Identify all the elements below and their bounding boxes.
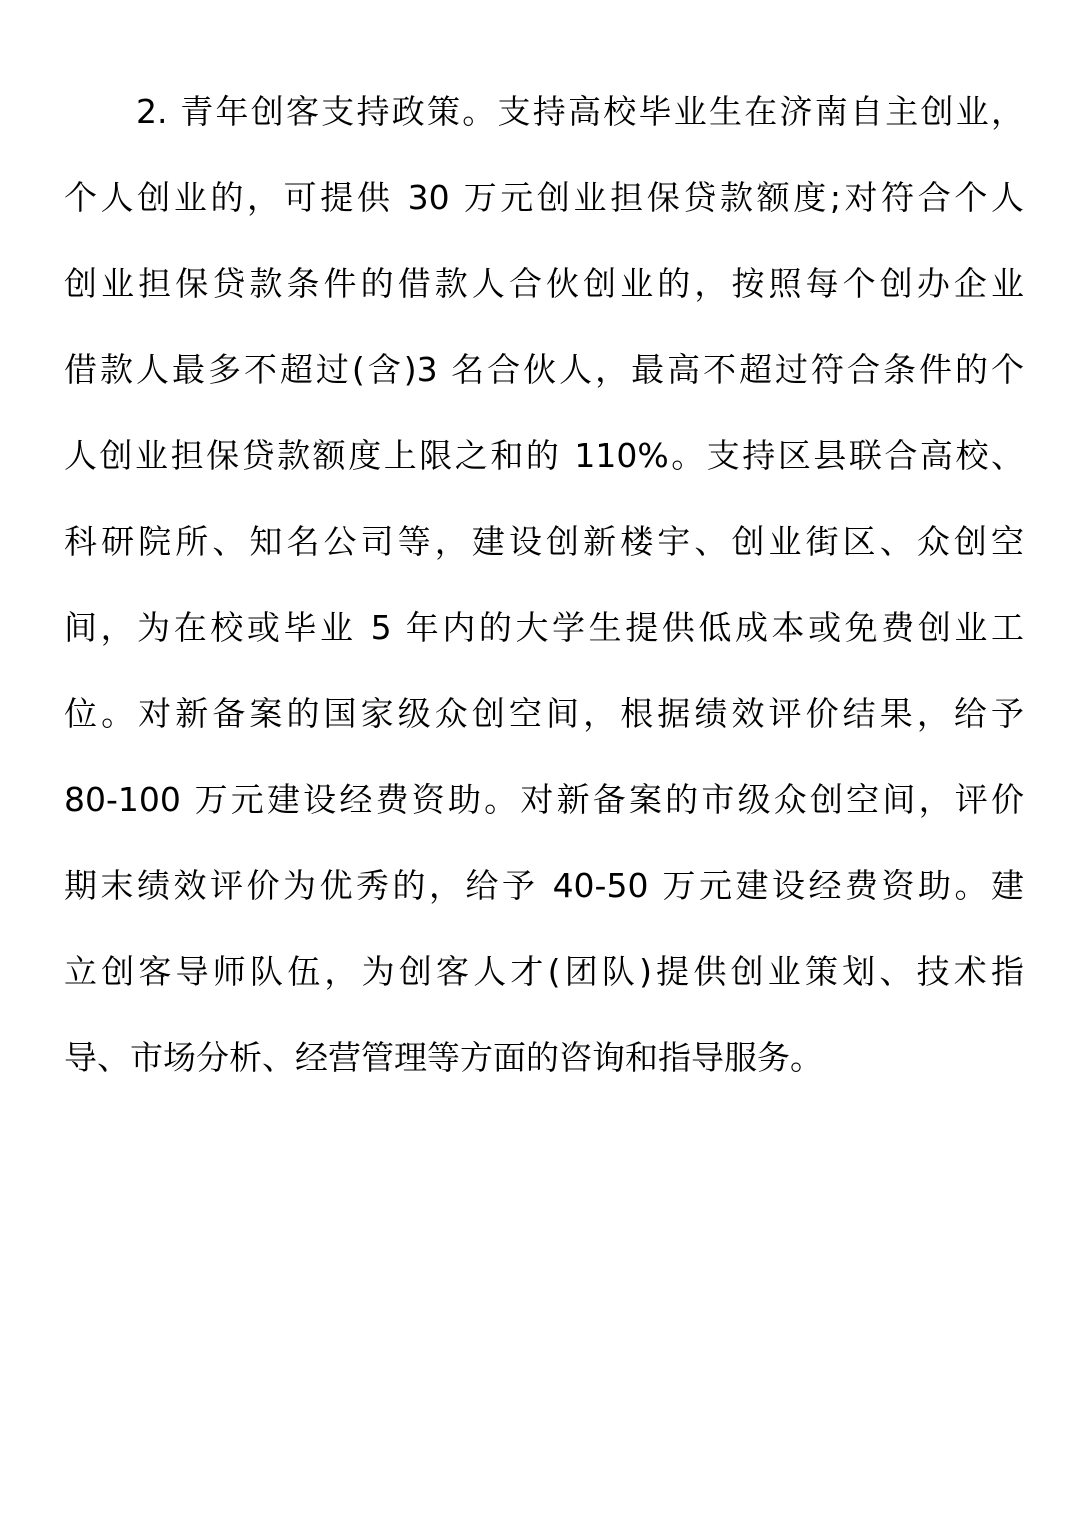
paragraph-line: 个人创业的，可提供 30 万元创业担保贷款额度;对符合个人: [64, 178, 1024, 217]
paragraph-line: 期末绩效评价为优秀的，给予 40-50 万元建设经费资助。建: [64, 866, 1024, 905]
paragraph-line: 2. 青年创客支持政策。支持高校毕业生在济南自主创业，: [136, 92, 1024, 131]
policy-paragraph: [64, 80, 1024, 1112]
paragraph-line: 创业担保贷款条件的借款人合伙创业的，按照每个创办企业: [64, 264, 1024, 303]
paragraph-line: 科研院所、知名公司等，建设创新楼宇、创业街区、众创空: [64, 522, 1024, 561]
paragraph-line: 间，为在校或毕业 5 年内的大学生提供低成本或免费创业工: [64, 608, 1024, 647]
paragraph-line: 导、市场分析、经营管理等方面的咨询和指导服务。: [64, 1038, 823, 1077]
paragraph-line: 人创业担保贷款额度上限之和的 110%。支持区县联合高校、: [64, 436, 1024, 475]
paragraph-line: 立创客导师队伍，为创客人才(团队)提供创业策划、技术指: [64, 952, 1024, 991]
paragraph-line: 借款人最多不超过(含)3 名合伙人，最高不超过符合条件的个: [64, 350, 1024, 389]
paragraph-line: 位。对新备案的国家级众创空间，根据绩效评价结果，给予: [64, 694, 1024, 733]
paragraph-line: 80-100 万元建设经费资助。对新备案的市级众创空间，评价: [64, 780, 1024, 819]
